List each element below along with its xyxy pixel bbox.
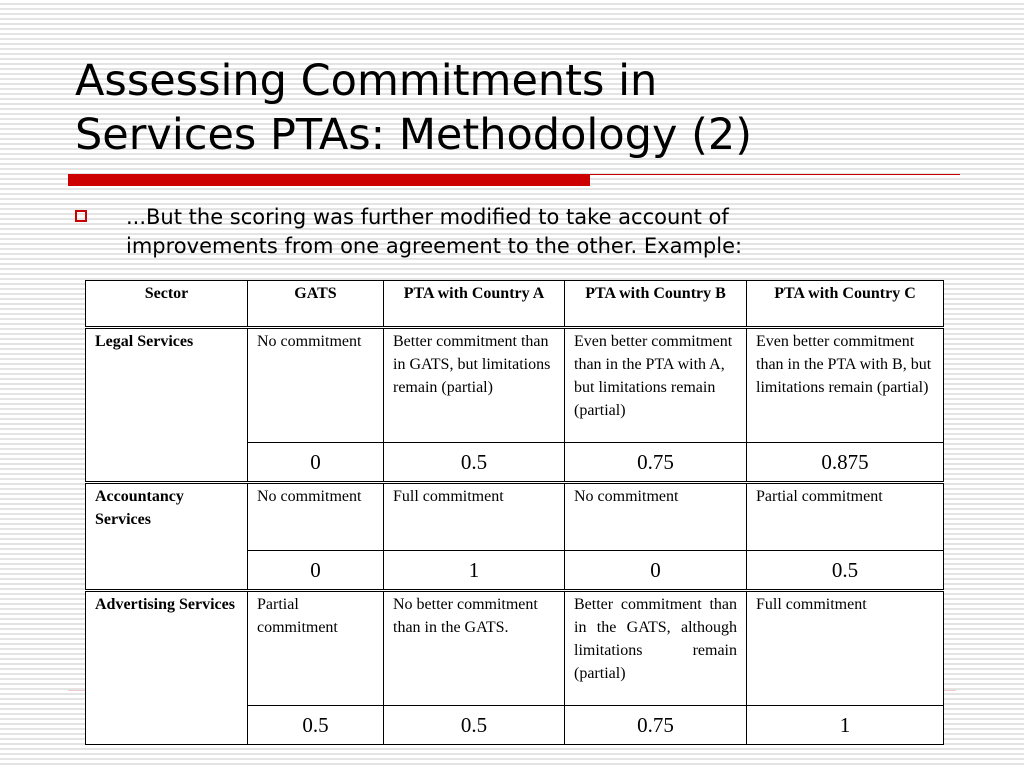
accountancy-pta-b-cell: No commitment: [565, 483, 747, 551]
bullet-text: [126, 203, 926, 261]
legal-gats-cell: No commitment: [248, 328, 384, 443]
slide-title-line-2: Services PTAs: Methodology (2): [75, 110, 752, 160]
slide-title-line-1: Assessing Commitments in: [75, 56, 658, 106]
accountancy-pta-a-score: 1: [384, 551, 565, 591]
header-sector: Sector: [86, 281, 248, 328]
legal-pta-b-score: 0.75: [565, 443, 747, 483]
legal-pta-c-score: 0.875: [747, 443, 944, 483]
table-header-row: [86, 281, 944, 328]
advertising-pta-a-cell: No better commitment than in the GATS.: [384, 591, 565, 706]
header-pta-c: PTA with Country C: [747, 281, 944, 328]
accountancy-gats-score: 0: [248, 551, 384, 591]
table-row-accountancy-services: [86, 483, 944, 551]
sector-accountancy-services: Accountancy Services: [86, 483, 248, 591]
bullet-text-line-2: improvements from one agreement to the other. Example:: [126, 234, 743, 258]
advertising-pta-a-score: 0.5: [384, 706, 565, 745]
advertising-pta-c-score: 1: [747, 706, 944, 745]
header-pta-a: PTA with Country A: [384, 281, 565, 328]
header-gats: GATS: [248, 281, 384, 328]
sector-advertising-services: Advertising Services: [86, 591, 248, 745]
bullet-text-line-1: ...But the scoring was further modified to take account of: [126, 205, 729, 229]
advertising-gats-cell: Partial commitment: [248, 591, 384, 706]
legal-pta-b-cell: Even better commitment than in the PTA with A, but limitations remain (partial): [565, 328, 747, 443]
square-bullet-icon: [75, 210, 87, 222]
advertising-pta-b-cell: Better commitment than in the GATS, although limitations remain (partial): [565, 591, 747, 706]
table-row-legal-services: [86, 328, 944, 443]
title-underline-thick: [68, 174, 590, 186]
legal-gats-score: 0: [248, 443, 384, 483]
commitment-scoring-table: [85, 280, 944, 745]
slide-title: [75, 54, 955, 162]
table-row-advertising-services: [86, 591, 944, 706]
accountancy-pta-a-cell: Full commitment: [384, 483, 565, 551]
accountancy-pta-c-cell: Partial commitment: [747, 483, 944, 551]
legal-pta-a-score: 0.5: [384, 443, 565, 483]
accountancy-gats-cell: No commitment: [248, 483, 384, 551]
advertising-pta-b-score: 0.75: [565, 706, 747, 745]
sector-legal-services: Legal Services: [86, 328, 248, 483]
title-underline-thin: [590, 174, 960, 175]
legal-pta-c-cell: Even better commitment than in the PTA with B, but limitations remain (partial): [747, 328, 944, 443]
accountancy-pta-c-score: 0.5: [747, 551, 944, 591]
legal-pta-a-cell: Better commitment than in GATS, but limitations remain (partial): [384, 328, 565, 443]
advertising-pta-c-cell: Full commitment: [747, 591, 944, 706]
accountancy-pta-b-score: 0: [565, 551, 747, 591]
header-pta-b: PTA with Country B: [565, 281, 747, 328]
advertising-gats-score: 0.5: [248, 706, 384, 745]
